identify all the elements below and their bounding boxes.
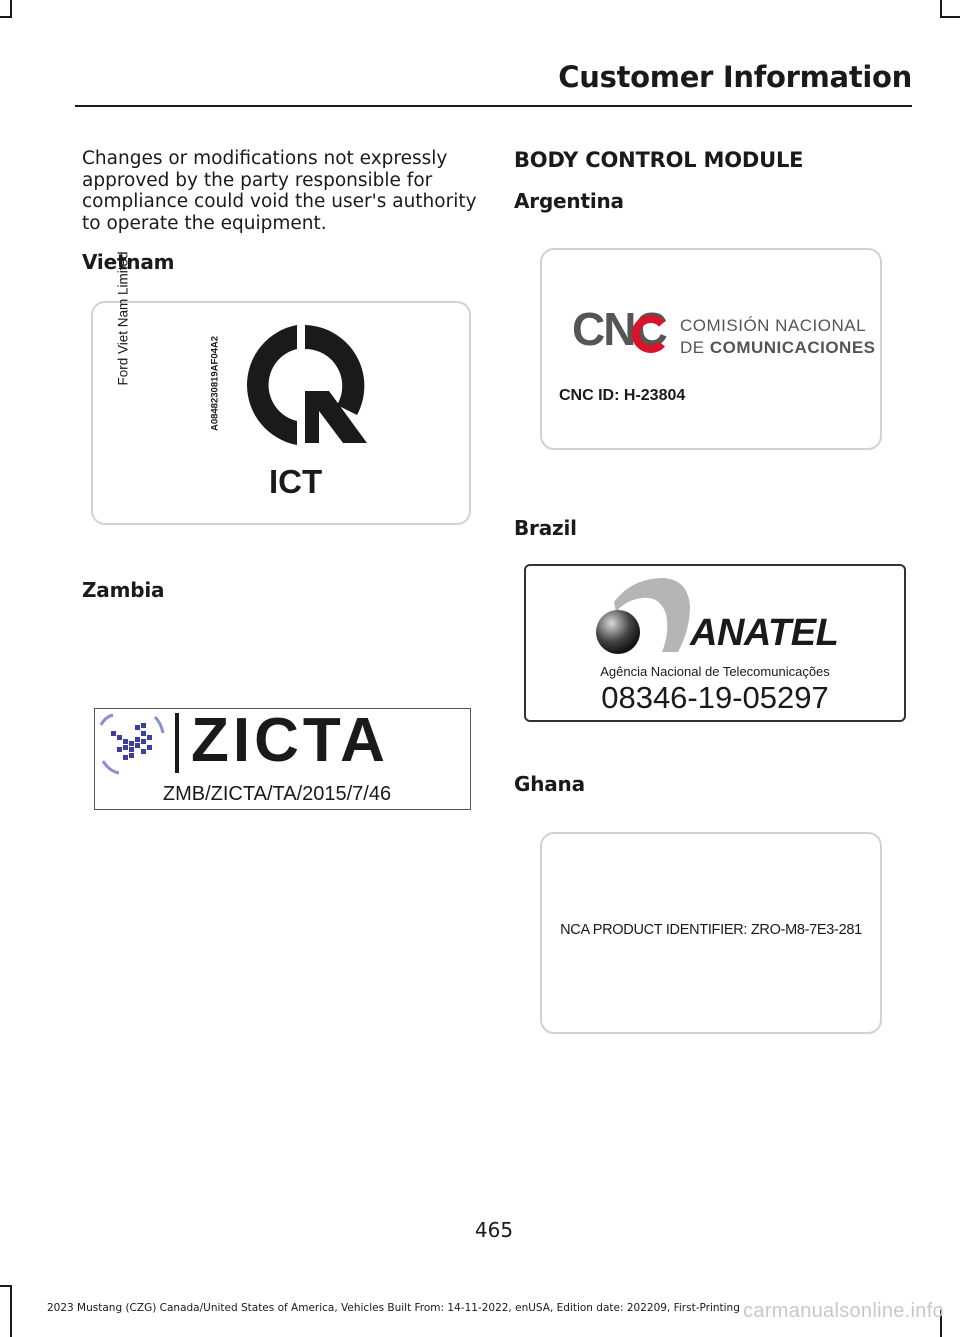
footer-edition-info: 2023 Mustang (CZG) Canada/United States of America, Vehicles Built From: 14-11-2022, enUSA, Edition date: 202209, First-Printing [47,1302,740,1314]
ict-mark-text: ICT [269,463,323,500]
ict-mark-icon [233,323,373,449]
intro-paragraph: Changes or modifications not expressly approved by the party responsible for compliance could void the user's authority to operate the equipment. [82,148,477,234]
brazil-anatel-label [524,564,906,722]
argentina-heading: Argentina [514,189,624,213]
vietnam-ict-label: Ford Viet Nam Limited A0848230819AF04A2 ICT [91,301,471,525]
cnc-agency-line2-prefix: DE [680,338,710,357]
anatel-logo-text: ANATEL [690,612,839,654]
argentina-cnc-label [540,248,882,450]
watermark: carmanualsonline.info [743,1300,944,1322]
cnc-id: CNC ID: H-23804 [559,387,686,404]
page-title: Customer Information [558,60,912,94]
vietnam-heading: Vietnam [82,250,175,274]
zicta-approval-number: ZMB/ZICTA/TA/2015/7/46 [162,783,392,805]
crop-mark-top-left-h [0,16,12,18]
cnc-logo: CNC [572,303,666,355]
zicta-emblem-icon [97,711,167,775]
crop-mark-bottom-left-h [0,1285,12,1287]
nca-product-identifier: NCA PRODUCT IDENTIFIER: ZRO-M8-7E3-281 [560,922,862,938]
ghana-nca-label [540,832,882,1034]
zambia-zicta-label [94,708,471,810]
zicta-logo-text: ZICTA [191,706,389,775]
crop-mark-top-right-h [940,16,960,18]
anatel-emblem-icon [592,576,702,660]
body-control-module-heading: BODY CONTROL MODULE [514,148,804,172]
brazil-heading: Brazil [514,516,577,540]
anatel-agency-name: Agência Nacional de Telecomunicações [600,664,830,679]
page-number: 465 [474,1218,514,1242]
cnc-agency-line2-main: COMUNICACIONES [709,338,876,357]
zambia-heading: Zambia [82,578,165,602]
crop-mark-bottom-left [10,1285,12,1337]
zicta-divider [175,713,179,773]
header-divider [75,105,912,107]
cnc-agency-line2 [680,338,876,358]
anatel-approval-number: 08346-19-05297 [601,680,829,715]
cnc-agency-line1: COMISIÓN NACIONAL [680,316,867,335]
ghana-heading: Ghana [514,772,585,796]
cnc-red-c-icon [632,314,668,354]
